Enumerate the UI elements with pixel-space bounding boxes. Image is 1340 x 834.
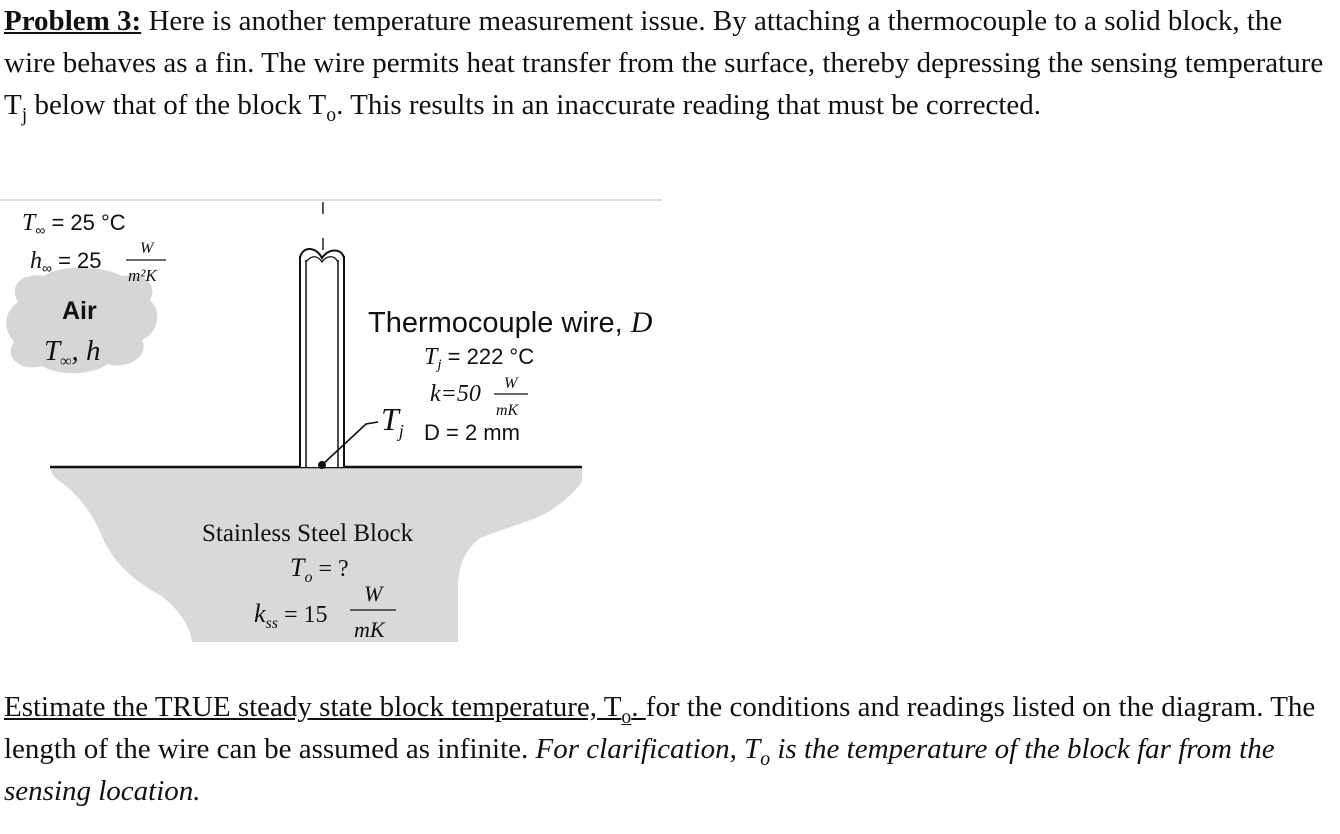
problem-question <box>4 686 1336 812</box>
kss-row: $k_{ss} = 15$ <box>254 599 328 632</box>
kss-unit-den: mK <box>354 617 385 642</box>
k-unit-num: W <box>504 375 518 392</box>
k-row: k=50 <box>430 381 481 407</box>
air-label: Air <box>62 297 97 325</box>
question-clarification-2: is the temperature of the block far from the sensing location. <box>4 733 1275 807</box>
wire-label: Thermocouple wire, D <box>368 306 653 339</box>
h-inf-row: $h_\infty = 25$ <box>30 248 102 276</box>
question-underlined-2: . <box>631 691 646 723</box>
intro-text-1: Here is another temperature measurement issue. By attaching a thermocouple to a solid block, the wire behaves as a fin. The wire permits heat transfer from the surface, thereby depressing the sensing temperature T <box>4 5 1324 121</box>
question-text: for the conditions and readings listed on the diagram. The length of the wire can be assumed as infinite. <box>4 691 1316 765</box>
intro-text-2: below that of the block T <box>27 89 327 121</box>
tj-marker: $T_j$ <box>381 401 404 441</box>
tj-row: $T_j = 222$ °C <box>424 344 535 373</box>
h-unit-den: m²K <box>128 266 157 285</box>
d-row: D = 2 mm <box>424 420 520 445</box>
h-unit-num: W <box>140 240 154 257</box>
question-sub-o: o <box>621 705 632 728</box>
block-label: Stainless Steel Block <box>202 520 414 547</box>
to-row: $T_o$ = ? <box>290 553 349 586</box>
intro-sub-o: o <box>326 103 337 126</box>
air-conditions: $T_\infty$, h <box>44 335 101 370</box>
problem-intro <box>4 0 1336 126</box>
kss-unit-num: W <box>364 581 383 606</box>
t-inf-row: $T_\infty = 25$ °C <box>22 210 126 238</box>
question-clarification-sub-o: o <box>760 747 771 770</box>
intro-sub-j: j <box>21 103 28 126</box>
question-clarification-1: For clarification, T <box>535 733 761 765</box>
question-underlined-1: Estimate the TRUE steady state block temperature, T <box>4 691 622 723</box>
intro-text-3: . This results in an inaccurate reading that must be corrected. <box>336 89 1042 121</box>
problem-label: Problem 3: <box>4 5 142 37</box>
k-unit-den: mK <box>496 402 519 419</box>
thermocouple-diagram <box>0 190 680 660</box>
